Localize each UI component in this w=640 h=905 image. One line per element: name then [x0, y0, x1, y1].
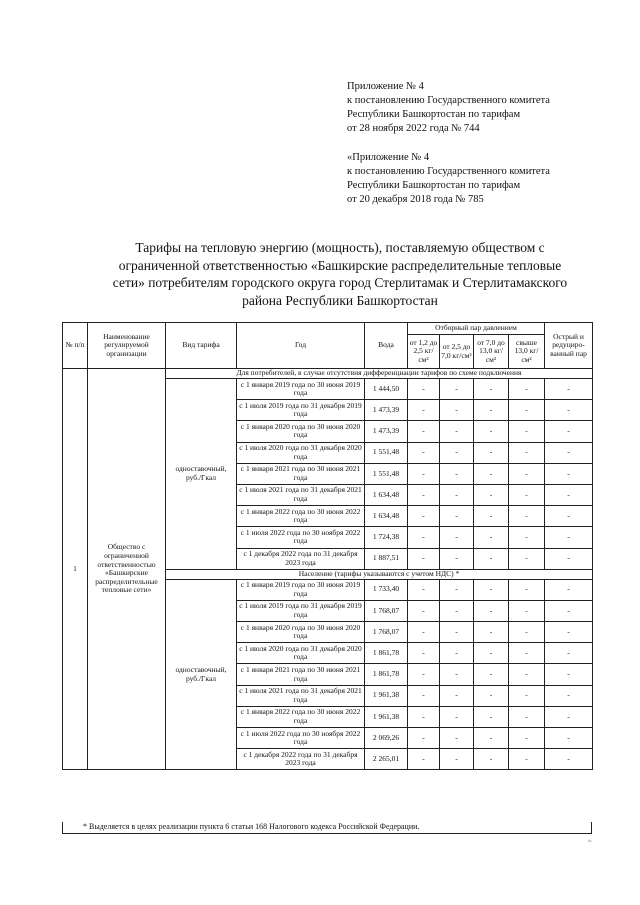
- appendix-line: от 28 ноября 2022 года № 744: [347, 123, 480, 134]
- header-steam-group: Отборный пар давлением: [408, 323, 545, 335]
- period-cell: с 1 января 2019 года по 30 июня 2019 года: [237, 579, 365, 600]
- empty-value-cell: -: [545, 664, 593, 685]
- header-kind: Вид тарифа: [166, 323, 237, 369]
- document-title: [95, 239, 585, 309]
- water-price-cell: 1 724,38: [365, 527, 408, 548]
- empty-value-cell: -: [545, 643, 593, 664]
- empty-value-cell: -: [545, 728, 593, 749]
- empty-value-cell: -: [545, 463, 593, 484]
- empty-value-cell: -: [408, 728, 440, 749]
- appendix-line: Республики Башкортостан по тарифам: [347, 180, 521, 191]
- empty-value-cell: -: [408, 622, 440, 643]
- appendix-line: Приложение № 4: [347, 81, 424, 92]
- water-price-cell: 1 961,38: [365, 685, 408, 706]
- header-steam-1: от 1,2 до 2,5 кг/см²: [408, 335, 440, 369]
- period-cell: с 1 июля 2020 года по 31 декабря 2020 года: [237, 442, 365, 463]
- appendix-line: «Приложение № 4: [347, 152, 430, 163]
- empty-value-cell: -: [408, 548, 440, 569]
- empty-value-cell: -: [440, 463, 474, 484]
- water-price-cell: 1 887,51: [365, 548, 408, 569]
- period-cell: с 1 января 2019 года по 30 июня 2019 года: [237, 379, 365, 400]
- empty-value-cell: -: [408, 685, 440, 706]
- empty-value-cell: -: [440, 685, 474, 706]
- empty-value-cell: -: [408, 664, 440, 685]
- title-line: ограниченной ответственностью «Башкирские распределительные тепловые: [118, 257, 562, 273]
- water-price-cell: 1 768,07: [365, 600, 408, 621]
- period-cell: с 1 июля 2020 года по 31 декабря 2020 года: [237, 643, 365, 664]
- empty-value-cell: -: [545, 484, 593, 505]
- empty-value-cell: -: [545, 442, 593, 463]
- empty-value-cell: -: [408, 600, 440, 621]
- period-cell: с 1 июля 2021 года по 31 декабря 2021 года: [237, 685, 365, 706]
- empty-value-cell: -: [408, 706, 440, 727]
- tariff-kind: одноставочный, руб./Гкал: [166, 379, 237, 570]
- empty-value-cell: -: [408, 506, 440, 527]
- empty-value-cell: -: [408, 421, 440, 442]
- empty-value-cell: -: [474, 706, 509, 727]
- period-cell: с 1 июля 2019 года по 31 декабря 2019 года: [237, 600, 365, 621]
- title-line: сети» потребителям городского округа город Стерлитамак и Стерлитамакского: [112, 275, 568, 290]
- empty-value-cell: -: [440, 728, 474, 749]
- header-water: Вода: [365, 323, 408, 369]
- empty-value-cell: -: [545, 400, 593, 421]
- empty-value-cell: -: [408, 527, 440, 548]
- empty-value-cell: -: [509, 600, 545, 621]
- empty-value-cell: -: [545, 749, 593, 770]
- empty-value-cell: -: [440, 643, 474, 664]
- water-price-cell: 1 551,48: [365, 463, 408, 484]
- header-sharp-steam: Острый и редуциро-ванный пар: [545, 323, 593, 369]
- period-cell: с 1 июля 2019 года по 31 декабря 2019 года: [237, 400, 365, 421]
- empty-value-cell: -: [440, 622, 474, 643]
- empty-value-cell: -: [474, 685, 509, 706]
- empty-value-cell: -: [474, 728, 509, 749]
- empty-value-cell: -: [474, 548, 509, 569]
- empty-value-cell: -: [509, 379, 545, 400]
- empty-value-cell: -: [509, 749, 545, 770]
- period-cell: с 1 декабря 2022 года по 31 декабря 2023 года: [237, 548, 365, 569]
- empty-value-cell: -: [474, 484, 509, 505]
- header-year: Год: [237, 323, 365, 369]
- row-number: 1: [63, 369, 88, 770]
- empty-value-cell: -: [474, 527, 509, 548]
- empty-value-cell: -: [474, 506, 509, 527]
- period-cell: с 1 января 2021 года по 30 июня 2021 года: [237, 463, 365, 484]
- water-price-cell: 1 551,48: [365, 442, 408, 463]
- appendix-line: к постановлению Государственного комитета: [347, 166, 550, 177]
- header-steam-3: от 7,0 до 13,0 кг/см²: [474, 335, 509, 369]
- period-cell: с 1 декабря 2022 года по 31 декабря 2023 года: [237, 749, 365, 770]
- empty-value-cell: -: [474, 379, 509, 400]
- empty-value-cell: -: [474, 421, 509, 442]
- tariff-table: [62, 322, 593, 770]
- empty-value-cell: -: [509, 463, 545, 484]
- empty-value-cell: -: [509, 400, 545, 421]
- tariff-kind: одноставочный, руб./Гкал: [166, 579, 237, 770]
- period-cell: с 1 января 2020 года по 30 июня 2020 года: [237, 421, 365, 442]
- empty-value-cell: -: [545, 600, 593, 621]
- period-cell: с 1 июля 2021 года по 31 декабря 2021 года: [237, 484, 365, 505]
- page-mark: ».: [588, 838, 593, 844]
- empty-value-cell: -: [509, 579, 545, 600]
- section-band-row: [63, 369, 593, 379]
- empty-value-cell: -: [408, 379, 440, 400]
- empty-value-cell: -: [509, 706, 545, 727]
- empty-value-cell: -: [474, 442, 509, 463]
- period-cell: с 1 января 2022 года по 30 июня 2022 года: [237, 706, 365, 727]
- empty-value-cell: -: [545, 506, 593, 527]
- period-cell: с 1 января 2022 года по 30 июня 2022 года: [237, 506, 365, 527]
- appendix-previous-header: [347, 151, 617, 207]
- empty-value-cell: -: [545, 706, 593, 727]
- period-cell: с 1 января 2021 года по 30 июня 2021 года: [237, 664, 365, 685]
- empty-value-cell: -: [509, 421, 545, 442]
- empty-value-cell: -: [440, 421, 474, 442]
- empty-value-cell: -: [509, 506, 545, 527]
- empty-value-cell: -: [545, 548, 593, 569]
- empty-value-cell: -: [408, 400, 440, 421]
- period-cell: с 1 июля 2022 года по 30 ноября 2022 года: [237, 728, 365, 749]
- appendix-line: от 20 декабря 2018 года № 785: [347, 194, 484, 205]
- tariff-table-body: [63, 369, 593, 770]
- empty-value-cell: -: [545, 622, 593, 643]
- empty-value-cell: -: [474, 622, 509, 643]
- water-price-cell: 1 634,48: [365, 506, 408, 527]
- period-cell: с 1 января 2020 года по 30 июня 2020 года: [237, 622, 365, 643]
- empty-value-cell: -: [509, 685, 545, 706]
- water-price-cell: 1 961,38: [365, 706, 408, 727]
- section-band-label: Для потребителей, в случае отсутствия дифференциации тарифов по схеме подключения: [166, 369, 593, 379]
- empty-value-cell: -: [474, 600, 509, 621]
- header-steam-2: от 2,5 до 7,0 кг/см²: [440, 335, 474, 369]
- footnote: * Выделяется в целях реализации пункта 6 статьи 168 Налогового кодекса Российской Федерации.: [62, 822, 592, 834]
- empty-value-cell: -: [440, 548, 474, 569]
- empty-value-cell: -: [440, 484, 474, 505]
- section-band-label: Население (тарифы указываются с учетом НДС) *: [166, 569, 593, 579]
- empty-value-cell: -: [509, 527, 545, 548]
- empty-value-cell: -: [408, 463, 440, 484]
- empty-value-cell: -: [509, 484, 545, 505]
- empty-value-cell: -: [474, 749, 509, 770]
- water-price-cell: 1 634,48: [365, 484, 408, 505]
- empty-value-cell: -: [545, 421, 593, 442]
- water-price-cell: 1 444,50: [365, 379, 408, 400]
- empty-value-cell: -: [440, 579, 474, 600]
- empty-value-cell: -: [545, 685, 593, 706]
- empty-value-cell: -: [474, 579, 509, 600]
- empty-value-cell: -: [545, 579, 593, 600]
- water-price-cell: 1 861,78: [365, 643, 408, 664]
- appendix-line: Республики Башкортостан по тарифам: [347, 109, 521, 120]
- empty-value-cell: -: [509, 548, 545, 569]
- water-price-cell: 1 473,39: [365, 400, 408, 421]
- empty-value-cell: -: [474, 664, 509, 685]
- empty-value-cell: -: [408, 749, 440, 770]
- header-num: № п/п: [63, 323, 88, 369]
- water-price-cell: 1 733,40: [365, 579, 408, 600]
- empty-value-cell: -: [545, 527, 593, 548]
- water-price-cell: 1 473,39: [365, 421, 408, 442]
- empty-value-cell: -: [440, 527, 474, 548]
- empty-value-cell: -: [440, 749, 474, 770]
- empty-value-cell: -: [474, 400, 509, 421]
- empty-value-cell: -: [440, 442, 474, 463]
- water-price-cell: 2 069,26: [365, 728, 408, 749]
- empty-value-cell: -: [509, 664, 545, 685]
- empty-value-cell: -: [440, 600, 474, 621]
- header-steam-4: свыше 13,0 кг/см²: [509, 335, 545, 369]
- empty-value-cell: -: [474, 643, 509, 664]
- appendix-current-header: [347, 80, 617, 136]
- empty-value-cell: -: [474, 463, 509, 484]
- empty-value-cell: -: [408, 484, 440, 505]
- empty-value-cell: -: [509, 643, 545, 664]
- empty-value-cell: -: [509, 442, 545, 463]
- empty-value-cell: -: [509, 728, 545, 749]
- organization-name: Общество с ограниченной ответственностью «Башкирские распределительные тепловые сети»: [88, 369, 166, 770]
- empty-value-cell: -: [408, 442, 440, 463]
- period-cell: с 1 июля 2022 года по 30 ноября 2022 года: [237, 527, 365, 548]
- empty-value-cell: -: [509, 622, 545, 643]
- empty-value-cell: -: [440, 664, 474, 685]
- water-price-cell: 1 861,78: [365, 664, 408, 685]
- appendix-line: к постановлению Государственного комитета: [347, 95, 550, 106]
- empty-value-cell: -: [440, 379, 474, 400]
- empty-value-cell: -: [440, 706, 474, 727]
- title-line: Тарифы на тепловую энергию (мощность), поставляемую обществом с: [135, 240, 545, 255]
- empty-value-cell: -: [440, 506, 474, 527]
- empty-value-cell: -: [440, 400, 474, 421]
- empty-value-cell: -: [408, 643, 440, 664]
- water-price-cell: 2 265,01: [365, 749, 408, 770]
- water-price-cell: 1 768,07: [365, 622, 408, 643]
- empty-value-cell: -: [545, 379, 593, 400]
- title-line: района Республики Башкортостан: [242, 292, 438, 308]
- header-org: Наименование регулируемой организации: [88, 323, 166, 369]
- empty-value-cell: -: [408, 579, 440, 600]
